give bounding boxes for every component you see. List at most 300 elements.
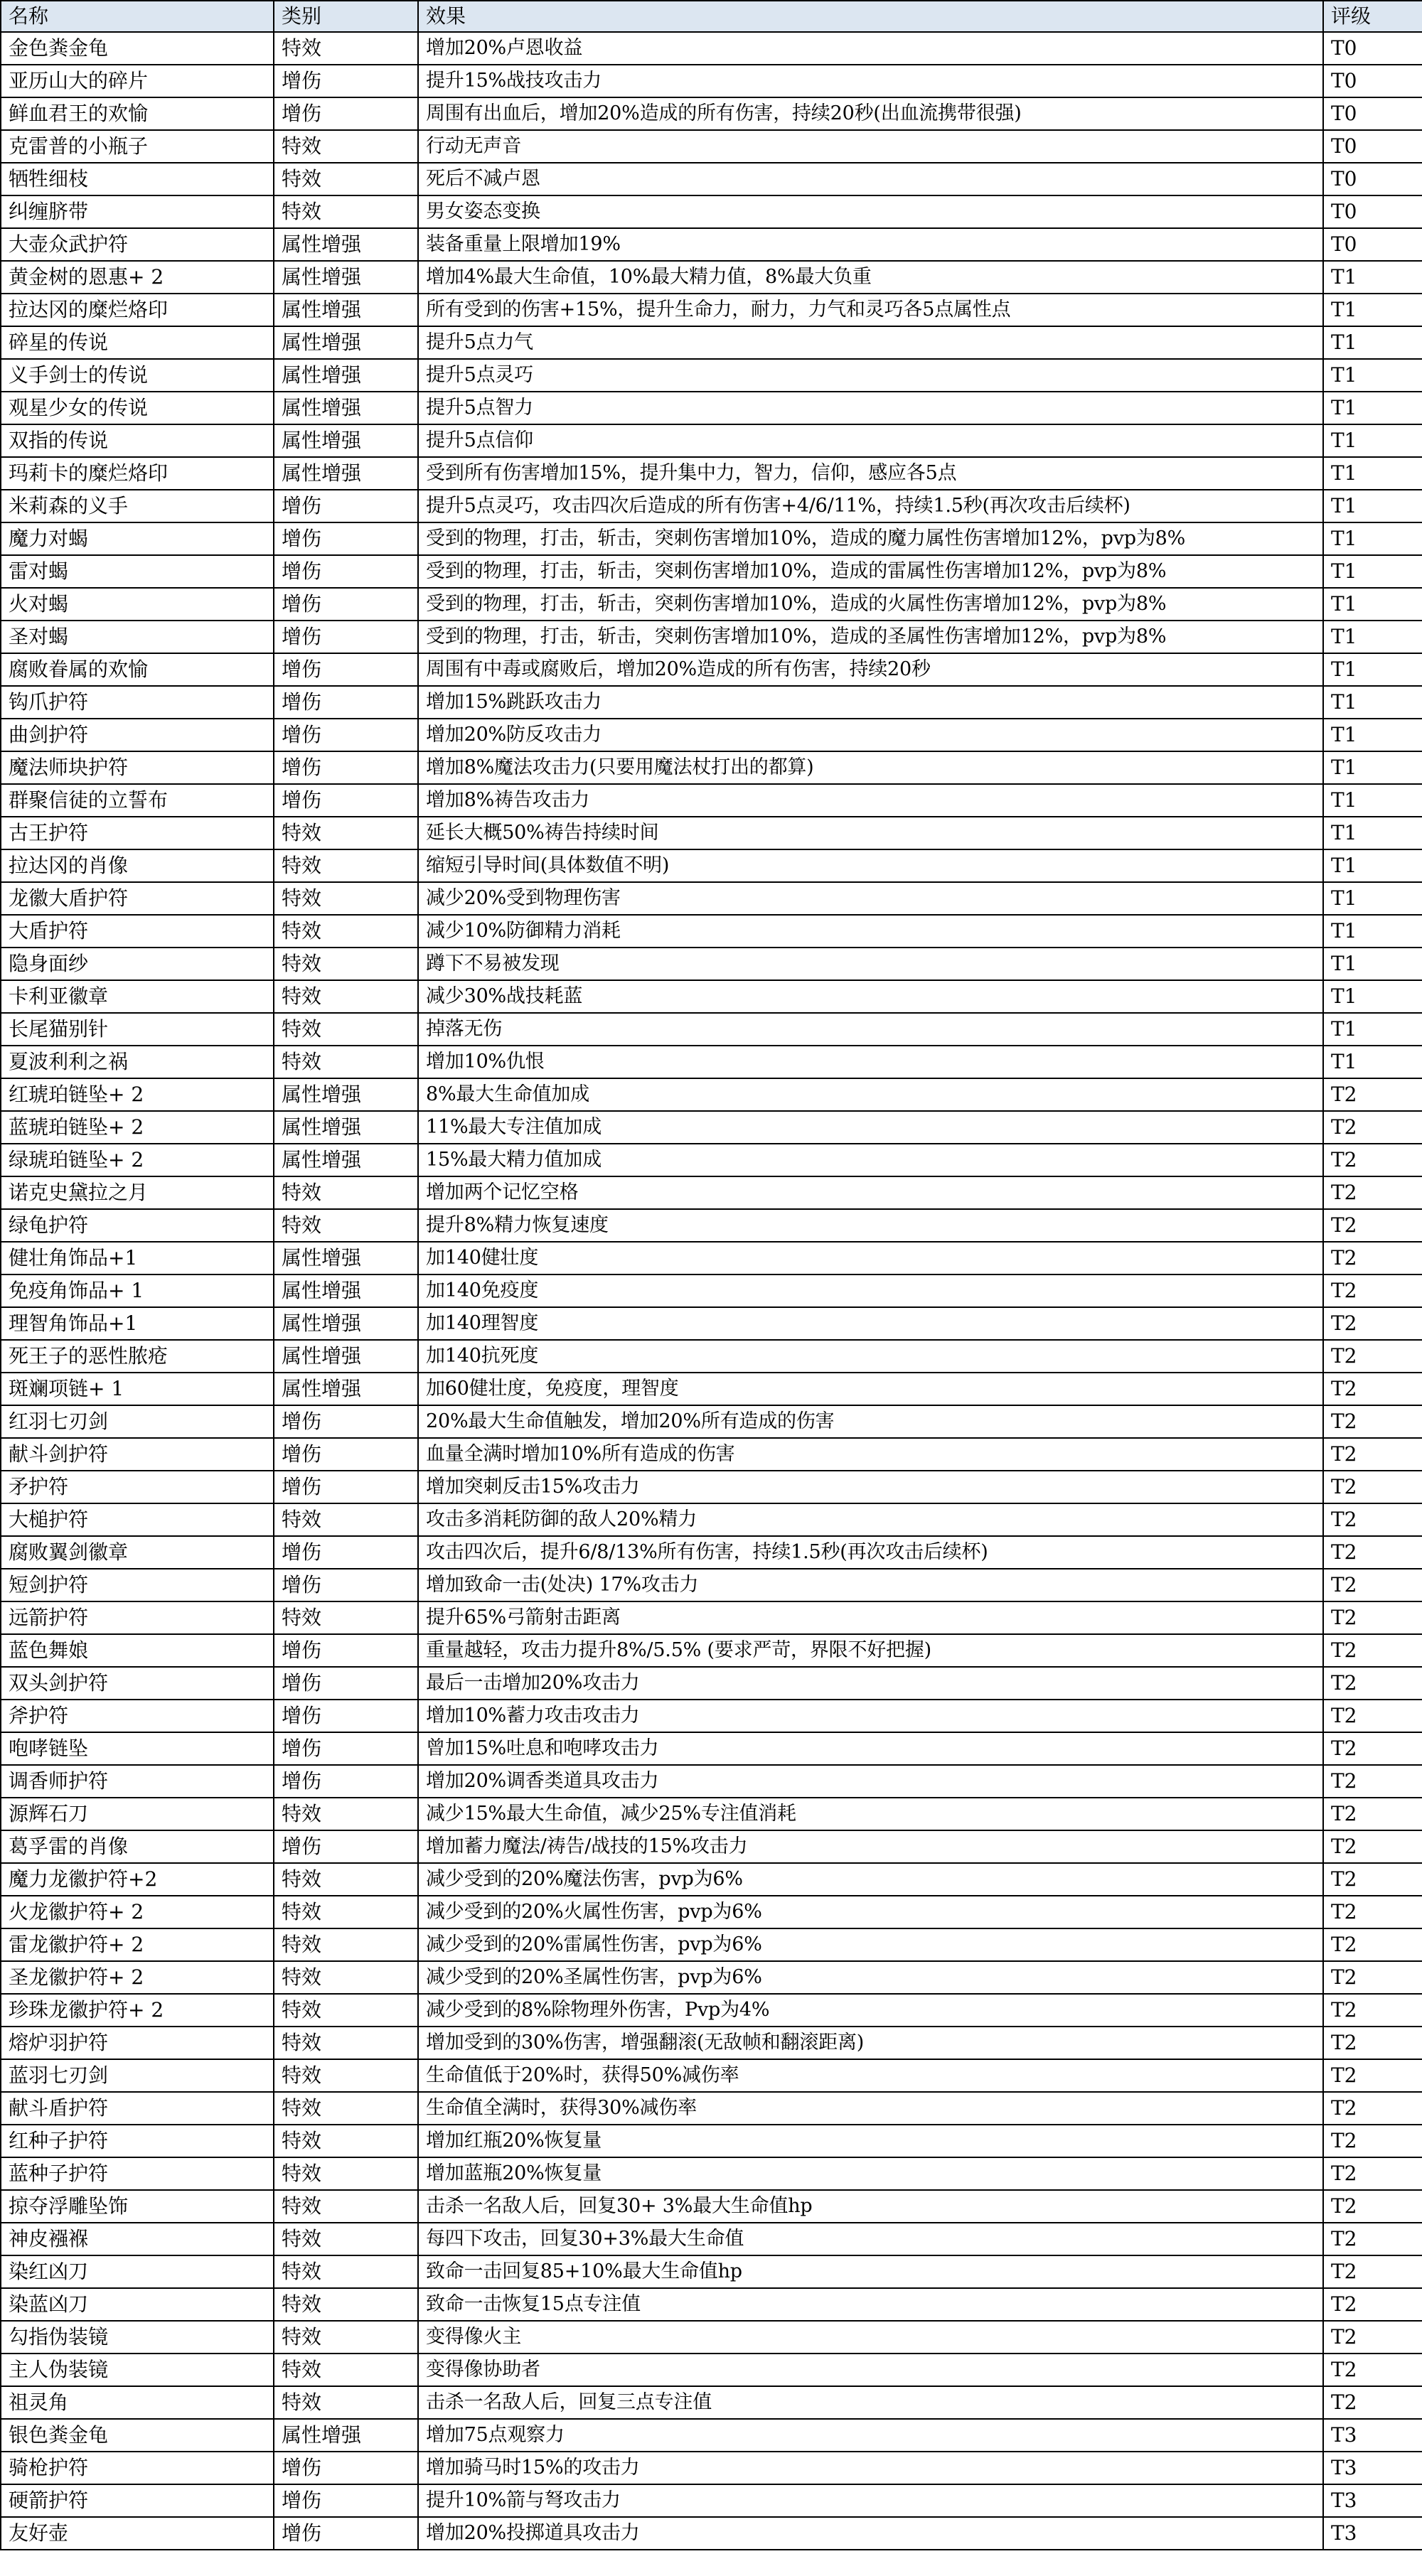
cell-rating: T2: [1323, 1634, 1422, 1667]
cell-category: 特效: [274, 1994, 418, 2027]
cell-rating: T1: [1323, 1046, 1422, 1078]
cell-rating: T1: [1323, 555, 1422, 588]
table-row: [1, 555, 1422, 588]
cell-effect: 生命值低于20%时，获得50%减伤率: [418, 2059, 1323, 2092]
table-row: [1, 65, 1422, 97]
cell-name: 斧护符: [1, 1700, 274, 1732]
cell-category: 增伤: [274, 1732, 418, 1765]
cell-effect: 提升15%战技攻击力: [418, 65, 1323, 97]
cell-category: 增伤: [274, 1536, 418, 1569]
table-row: [1, 32, 1422, 65]
cell-effect: 增加受到的30%伤害，增强翻滚(无敌帧和翻滚距离): [418, 2027, 1323, 2059]
cell-effect: 增加8%魔法攻击力(只要用魔法杖打出的都算): [418, 751, 1323, 784]
cell-effect: 提升8%精力恢复速度: [418, 1209, 1323, 1242]
cell-category: 属性增强: [274, 457, 418, 490]
cell-rating: T2: [1323, 1144, 1422, 1176]
table-row: [1, 1209, 1422, 1242]
table-row: [1, 686, 1422, 719]
cell-category: 特效: [274, 915, 418, 948]
cell-category: 增伤: [274, 490, 418, 522]
cell-name: 拉达冈的肖像: [1, 849, 274, 882]
cell-rating: T2: [1323, 1798, 1422, 1830]
cell-effect: 20%最大生命值触发，增加20%所有造成的伤害: [418, 1405, 1323, 1438]
cell-effect: 15%最大精力值加成: [418, 1144, 1323, 1176]
table-row: [1, 130, 1422, 163]
cell-name: 大盾护符: [1, 915, 274, 948]
table-row: [1, 1503, 1422, 1536]
cell-category: 属性增强: [274, 1111, 418, 1144]
cell-name: 长尾猫别针: [1, 1013, 274, 1046]
table-row: [1, 261, 1422, 294]
table-row: [1, 1896, 1422, 1928]
cell-effect: 减少受到的20%魔法伤害，pvp为6%: [418, 1863, 1323, 1896]
table-row: [1, 915, 1422, 948]
cell-name: 隐身面纱: [1, 948, 274, 980]
cell-rating: T2: [1323, 1111, 1422, 1144]
table-row: [1, 2027, 1422, 2059]
cell-category: 增伤: [274, 1667, 418, 1700]
cell-category: 特效: [274, 2255, 418, 2288]
cell-category: 属性增强: [274, 261, 418, 294]
cell-effect: 最后一击增加20%攻击力: [418, 1667, 1323, 1700]
table-row: [1, 2354, 1422, 2386]
cell-rating: T1: [1323, 359, 1422, 392]
cell-category: 特效: [274, 2223, 418, 2255]
table-row: [1, 1013, 1422, 1046]
cell-rating: T1: [1323, 424, 1422, 457]
table-row: [1, 751, 1422, 784]
cell-rating: T2: [1323, 1601, 1422, 1634]
table-row: [1, 392, 1422, 424]
table-row: [1, 653, 1422, 686]
cell-effect: 受到所有伤害增加15%，提升集中力，智力，信仰，感应各5点: [418, 457, 1323, 490]
table-row: [1, 719, 1422, 751]
cell-effect: 增加致命一击(处决) 17%攻击力: [418, 1569, 1323, 1601]
cell-category: 特效: [274, 1209, 418, 1242]
cell-rating: T2: [1323, 2255, 1422, 2288]
cell-effect: 加140理智度: [418, 1307, 1323, 1340]
cell-name: 死王子的恶性脓疮: [1, 1340, 274, 1373]
cell-effect: 受到的物理，打击，斩击，突刺伤害增加10%，造成的魔力属性伤害增加12%，pvp为8%: [418, 522, 1323, 555]
cell-category: 属性增强: [274, 1078, 418, 1111]
cell-rating: T1: [1323, 948, 1422, 980]
cell-name: 理智角饰品+1: [1, 1307, 274, 1340]
cell-category: 增伤: [274, 2517, 418, 2550]
cell-rating: T2: [1323, 1307, 1422, 1340]
cell-name: 勾指伪装镜: [1, 2321, 274, 2354]
table-row: [1, 97, 1422, 130]
table-row: [1, 2321, 1422, 2354]
cell-category: 特效: [274, 1798, 418, 1830]
cell-effect: 提升5点智力: [418, 392, 1323, 424]
cell-name: 珍珠龙徽护符+ 2: [1, 1994, 274, 2027]
cell-effect: 加140抗死度: [418, 1340, 1323, 1373]
cell-name: 染蓝凶刀: [1, 2288, 274, 2321]
cell-effect: 提升5点灵巧，攻击四次后造成的所有伤害+4/6/11%，持续1.5秒(再次攻击后续杯): [418, 490, 1323, 522]
cell-name: 腐败眷属的欢愉: [1, 653, 274, 686]
cell-name: 咆哮链坠: [1, 1732, 274, 1765]
cell-rating: T1: [1323, 457, 1422, 490]
cell-rating: T2: [1323, 1405, 1422, 1438]
table-row: [1, 849, 1422, 882]
table-row: [1, 882, 1422, 915]
cell-name: 红种子护符: [1, 2125, 274, 2157]
cell-effect: 增加两个记忆空格: [418, 1176, 1323, 1209]
cell-effect: 受到的物理，打击，斩击，突刺伤害增加10%，造成的雷属性伤害增加12%，pvp为8%: [418, 555, 1323, 588]
cell-effect: 增加8%祷告攻击力: [418, 784, 1323, 817]
cell-rating: T1: [1323, 882, 1422, 915]
cell-category: 增伤: [274, 1405, 418, 1438]
cell-name: 绿琥珀链坠+ 2: [1, 1144, 274, 1176]
cell-name: 牺牲细枝: [1, 163, 274, 195]
cell-category: 特效: [274, 32, 418, 65]
cell-rating: T2: [1323, 1765, 1422, 1798]
cell-rating: T2: [1323, 2157, 1422, 2190]
cell-rating: T2: [1323, 1503, 1422, 1536]
cell-effect: 增加20%调香类道具攻击力: [418, 1765, 1323, 1798]
table-row: [1, 1307, 1422, 1340]
cell-effect: 缩短引导时间(具体数值不明): [418, 849, 1323, 882]
cell-rating: T3: [1323, 2452, 1422, 2484]
cell-rating: T3: [1323, 2517, 1422, 2550]
cell-rating: T0: [1323, 228, 1422, 261]
cell-rating: T2: [1323, 1373, 1422, 1405]
cell-category: 特效: [274, 1863, 418, 1896]
table-row: [1, 1667, 1422, 1700]
cell-name: 雷对蝎: [1, 555, 274, 588]
cell-rating: T2: [1323, 2125, 1422, 2157]
table-row: [1, 948, 1422, 980]
table-row: [1, 2484, 1422, 2517]
cell-effect: 增加20%投掷道具攻击力: [418, 2517, 1323, 2550]
cell-name: 亚历山大的碎片: [1, 65, 274, 97]
cell-name: 鲜血君王的欢愉: [1, 97, 274, 130]
cell-category: 增伤: [274, 653, 418, 686]
cell-effect: 提升5点灵巧: [418, 359, 1323, 392]
cell-name: 魔力龙徽护符+2: [1, 1863, 274, 1896]
cell-effect: 周围有出血后，增加20%造成的所有伤害，持续20秒(出血流携带很强): [418, 97, 1323, 130]
cell-rating: T3: [1323, 2419, 1422, 2452]
cell-category: 特效: [274, 1503, 418, 1536]
table-row: [1, 522, 1422, 555]
cell-rating: T2: [1323, 1274, 1422, 1307]
cell-category: 特效: [274, 1896, 418, 1928]
cell-effect: 减少20%受到物理伤害: [418, 882, 1323, 915]
cell-category: 属性增强: [274, 326, 418, 359]
cell-category: 特效: [274, 1046, 418, 1078]
cell-effect: 行动无声音: [418, 130, 1323, 163]
cell-rating: T1: [1323, 621, 1422, 653]
cell-category: 属性增强: [274, 2419, 418, 2452]
cell-name: 短剑护符: [1, 1569, 274, 1601]
cell-name: 蓝羽七刃剑: [1, 2059, 274, 2092]
cell-effect: 加140健壮度: [418, 1242, 1323, 1274]
cell-category: 属性增强: [274, 1373, 418, 1405]
cell-rating: T2: [1323, 1569, 1422, 1601]
cell-name: 友好壶: [1, 2517, 274, 2550]
cell-name: 米莉森的义手: [1, 490, 274, 522]
table-row: [1, 326, 1422, 359]
cell-name: 熔炉羽护符: [1, 2027, 274, 2059]
table-row: [1, 1405, 1422, 1438]
cell-name: 调香师护符: [1, 1765, 274, 1798]
cell-effect: 增加10%仇恨: [418, 1046, 1323, 1078]
table-row: [1, 2125, 1422, 2157]
table-row: [1, 1242, 1422, 1274]
table-row: [1, 2255, 1422, 2288]
table-row: [1, 2517, 1422, 2550]
cell-category: 属性增强: [274, 228, 418, 261]
cell-rating: T2: [1323, 2190, 1422, 2223]
cell-rating: T2: [1323, 2321, 1422, 2354]
cell-effect: 掉落无伤: [418, 1013, 1323, 1046]
cell-name: 卡利亚徽章: [1, 980, 274, 1013]
cell-name: 玛莉卡的糜烂烙印: [1, 457, 274, 490]
cell-category: 增伤: [274, 686, 418, 719]
table-row: [1, 980, 1422, 1013]
cell-category: 属性增强: [274, 1242, 418, 1274]
table-row: [1, 1830, 1422, 1863]
cell-category: 特效: [274, 1176, 418, 1209]
cell-name: 圣龙徽护符+ 2: [1, 1961, 274, 1994]
cell-effect: 8%最大生命值加成: [418, 1078, 1323, 1111]
table-row: [1, 359, 1422, 392]
cell-effect: 致命一击恢复15点专注值: [418, 2288, 1323, 2321]
cell-rating: T2: [1323, 2354, 1422, 2386]
cell-category: 特效: [274, 2321, 418, 2354]
table-row: [1, 2452, 1422, 2484]
cell-name: 拉达冈的糜烂烙印: [1, 294, 274, 326]
cell-effect: 加60健壮度，免疫度，理智度: [418, 1373, 1323, 1405]
cell-effect: 减少受到的20%火属性伤害，pvp为6%: [418, 1896, 1323, 1928]
table-row: [1, 1700, 1422, 1732]
cell-rating: T2: [1323, 2386, 1422, 2419]
table-row: [1, 1536, 1422, 1569]
cell-effect: 增加15%跳跃攻击力: [418, 686, 1323, 719]
cell-name: 龙徽大盾护符: [1, 882, 274, 915]
cell-rating: T1: [1323, 490, 1422, 522]
cell-rating: T2: [1323, 1176, 1422, 1209]
cell-effect: 提升65%弓箭射击距离: [418, 1601, 1323, 1634]
cell-rating: T1: [1323, 653, 1422, 686]
cell-name: 雷龙徽护符+ 2: [1, 1928, 274, 1961]
cell-category: 属性增强: [274, 1144, 418, 1176]
cell-category: 特效: [274, 2125, 418, 2157]
table-row: [1, 1634, 1422, 1667]
cell-name: 钩爪护符: [1, 686, 274, 719]
cell-rating: T2: [1323, 1667, 1422, 1700]
cell-category: 属性增强: [274, 1340, 418, 1373]
cell-rating: T2: [1323, 1928, 1422, 1961]
header-row: [1, 1, 1422, 32]
cell-effect: 受到的物理，打击，斩击，突刺伤害增加10%，造成的火属性伤害增加12%，pvp为8%: [418, 588, 1323, 621]
cell-name: 圣对蝎: [1, 621, 274, 653]
cell-name: 健壮角饰品+1: [1, 1242, 274, 1274]
table-row: [1, 294, 1422, 326]
cell-rating: T2: [1323, 2027, 1422, 2059]
cell-effect: 提升10%箭与弩攻击力: [418, 2484, 1323, 2517]
cell-name: 红羽七刃剑: [1, 1405, 274, 1438]
cell-name: 夏波利利之祸: [1, 1046, 274, 1078]
cell-category: 增伤: [274, 1830, 418, 1863]
cell-effect: 11%最大专注值加成: [418, 1111, 1323, 1144]
cell-category: 增伤: [274, 784, 418, 817]
cell-name: 骑枪护符: [1, 2452, 274, 2484]
header-name: 名称: [1, 1, 274, 32]
cell-effect: 击杀一名敌人后，回复三点专注值: [418, 2386, 1323, 2419]
cell-name: 远箭护符: [1, 1601, 274, 1634]
table-row: [1, 1863, 1422, 1896]
table-row: [1, 588, 1422, 621]
cell-category: 特效: [274, 1928, 418, 1961]
cell-name: 献斗盾护符: [1, 2092, 274, 2125]
cell-name: 纠缠脐带: [1, 195, 274, 228]
table-row: [1, 1928, 1422, 1961]
table-row: [1, 1569, 1422, 1601]
cell-name: 绿龟护符: [1, 1209, 274, 1242]
table-row: [1, 2059, 1422, 2092]
cell-rating: T0: [1323, 163, 1422, 195]
cell-name: 矛护符: [1, 1471, 274, 1503]
cell-category: 增伤: [274, 2484, 418, 2517]
cell-name: 斑斓项链+ 1: [1, 1373, 274, 1405]
cell-effect: 增加突刺反击15%攻击力: [418, 1471, 1323, 1503]
cell-rating: T1: [1323, 849, 1422, 882]
cell-category: 增伤: [274, 1700, 418, 1732]
table-row: [1, 2419, 1422, 2452]
table-row: [1, 1471, 1422, 1503]
cell-effect: 减少10%防御精力消耗: [418, 915, 1323, 948]
cell-name: 双头剑护符: [1, 1667, 274, 1700]
cell-category: 增伤: [274, 621, 418, 653]
cell-rating: T1: [1323, 784, 1422, 817]
cell-name: 免疫角饰品+ 1: [1, 1274, 274, 1307]
cell-rating: T2: [1323, 1994, 1422, 2027]
cell-category: 增伤: [274, 97, 418, 130]
table-row: [1, 1176, 1422, 1209]
cell-rating: T1: [1323, 751, 1422, 784]
cell-category: 特效: [274, 1961, 418, 1994]
cell-effect: 攻击多消耗防御的敌人20%精力: [418, 1503, 1323, 1536]
cell-name: 克雷普的小瓶子: [1, 130, 274, 163]
cell-effect: 致命一击回复85+10%最大生命值hp: [418, 2255, 1323, 2288]
cell-name: 金色粪金龟: [1, 32, 274, 65]
cell-effect: 减少受到的20%雷属性伤害，pvp为6%: [418, 1928, 1323, 1961]
header-rating: 评级: [1323, 1, 1422, 32]
table-row: [1, 2092, 1422, 2125]
cell-effect: 减少受到的20%圣属性伤害，pvp为6%: [418, 1961, 1323, 1994]
cell-effect: 加140免疫度: [418, 1274, 1323, 1307]
cell-name: 腐败翼剑徽章: [1, 1536, 274, 1569]
table-row: [1, 1798, 1422, 1830]
table-row: [1, 1765, 1422, 1798]
cell-effect: 血量全满时增加10%所有造成的伤害: [418, 1438, 1323, 1471]
cell-effect: 所有受到的伤害+15%，提升生命力，耐力，力气和灵巧各5点属性点: [418, 294, 1323, 326]
cell-rating: T1: [1323, 326, 1422, 359]
table-row: [1, 2223, 1422, 2255]
cell-effect: 增加蓝瓶20%恢复量: [418, 2157, 1323, 2190]
table-row: [1, 2157, 1422, 2190]
cell-rating: T1: [1323, 915, 1422, 948]
table-row: [1, 424, 1422, 457]
cell-category: 特效: [274, 2190, 418, 2223]
cell-rating: T1: [1323, 588, 1422, 621]
cell-name: 大壶众武护符: [1, 228, 274, 261]
cell-rating: T2: [1323, 2223, 1422, 2255]
cell-name: 义手剑士的传说: [1, 359, 274, 392]
cell-category: 属性增强: [274, 424, 418, 457]
cell-effect: 增加10%蓄力攻击攻击力: [418, 1700, 1323, 1732]
cell-category: 特效: [274, 2288, 418, 2321]
cell-category: 增伤: [274, 751, 418, 784]
cell-name: 双指的传说: [1, 424, 274, 457]
cell-name: 葛孚雷的肖像: [1, 1830, 274, 1863]
cell-effect: 提升5点信仰: [418, 424, 1323, 457]
table-row: [1, 490, 1422, 522]
cell-category: 特效: [274, 882, 418, 915]
cell-effect: 变得像火主: [418, 2321, 1323, 2354]
cell-rating: T1: [1323, 392, 1422, 424]
cell-category: 属性增强: [274, 392, 418, 424]
cell-category: 特效: [274, 195, 418, 228]
cell-rating: T1: [1323, 1013, 1422, 1046]
cell-rating: T1: [1323, 686, 1422, 719]
cell-category: 特效: [274, 2092, 418, 2125]
header-effect: 效果: [418, 1, 1323, 32]
cell-name: 群聚信徒的立誓布: [1, 784, 274, 817]
cell-name: 蓝色舞娘: [1, 1634, 274, 1667]
cell-effect: 减少受到的8%除物理外伤害，Pvp为4%: [418, 1994, 1323, 2027]
cell-category: 增伤: [274, 522, 418, 555]
cell-rating: T1: [1323, 261, 1422, 294]
cell-category: 特效: [274, 1013, 418, 1046]
table-row: [1, 2386, 1422, 2419]
cell-rating: T2: [1323, 1863, 1422, 1896]
cell-rating: T2: [1323, 2092, 1422, 2125]
cell-category: 特效: [274, 980, 418, 1013]
cell-category: 特效: [274, 2059, 418, 2092]
cell-name: 火龙徽护符+ 2: [1, 1896, 274, 1928]
cell-category: 增伤: [274, 1569, 418, 1601]
cell-name: 大槌护符: [1, 1503, 274, 1536]
cell-name: 魔法师块护符: [1, 751, 274, 784]
table-row: [1, 1373, 1422, 1405]
cell-effect: 死后不减卢恩: [418, 163, 1323, 195]
table-row: [1, 1601, 1422, 1634]
cell-rating: T0: [1323, 130, 1422, 163]
cell-rating: T2: [1323, 1438, 1422, 1471]
table-row: [1, 1078, 1422, 1111]
cell-category: 特效: [274, 849, 418, 882]
header-category: 类别: [274, 1, 418, 32]
cell-name: 献斗剑护符: [1, 1438, 274, 1471]
table-row: [1, 2190, 1422, 2223]
cell-effect: 重量越轻，攻击力提升8%/5.5% (要求严苛，界限不好把握): [418, 1634, 1323, 1667]
table-row: [1, 228, 1422, 261]
table-row: [1, 621, 1422, 653]
cell-name: 曲剑护符: [1, 719, 274, 751]
table-row: [1, 1340, 1422, 1373]
cell-effect: 提升5点力气: [418, 326, 1323, 359]
cell-name: 银色粪金龟: [1, 2419, 274, 2452]
cell-category: 属性增强: [274, 294, 418, 326]
cell-category: 增伤: [274, 1634, 418, 1667]
cell-rating: T2: [1323, 1896, 1422, 1928]
cell-name: 源辉石刀: [1, 1798, 274, 1830]
cell-name: 诺克史黛拉之月: [1, 1176, 274, 1209]
cell-category: 特效: [274, 163, 418, 195]
cell-category: 属性增强: [274, 359, 418, 392]
